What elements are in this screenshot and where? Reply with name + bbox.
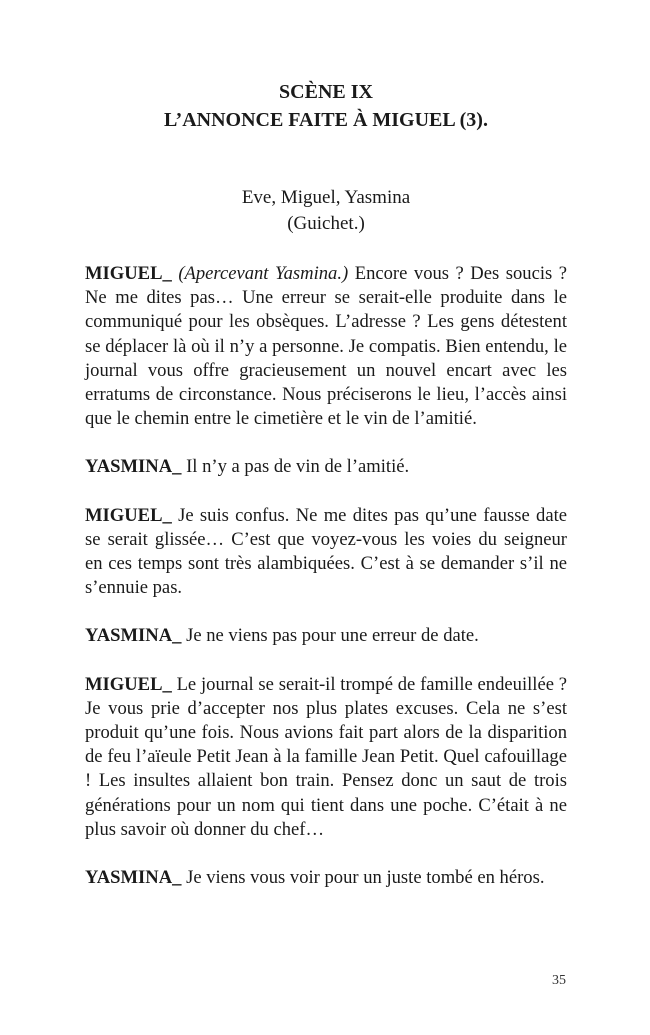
dialogue-text: Encore vous ? Des soucis ? Ne me dites pas… Une erreur se serait-elle produite dans le communiqué pour les obsèques. L’adresse ? Les gens détestent se déplacer là où il n’y a personne. Je compatis. Bien entendu, le journal vous offre gracieusement un nouvel encart avec les erratums de circonstance. Nous préciserons le lieu, l’accès ainsi que le chemin entre le cimetière et le vin de l’amitié.	[85, 263, 568, 430]
scene-number: SCÈNE IX	[279, 81, 373, 103]
dialogue-block	[85, 673, 567, 842]
book-page	[85, 78, 567, 890]
dialogue-text: Le journal se serait-il trompé de famille endeuillée ? Je vous prie d’accepter nos plus plates excuses. Cela ne s’est produit qu’une fois. Nous avions fait part alors de la disparition de feu l’aïeule Petit Jean à la famille Jean Petit. Quel cafouillage ! Les insultes allaient bon train. Pensez donc un saut de trois générations pour un nom qui tient dans une poche. C’était à ne plus savoir où donner du chef…	[85, 673, 567, 840]
dialogue-text: Je ne viens pas pour une erreur de date.	[181, 625, 479, 647]
scene-title: L’ANNONCE FAITE À MIGUEL (3).	[164, 109, 488, 131]
dialogue-text: Je suis confus. Ne me dites pas qu’une fausse date se serait glissée… C’est que voyez-vous les voies du seigneur en ces temps sont très alambiquées. C’est à se demander s’il ne s’ennuie pas.	[85, 504, 567, 599]
speaker-name: MIGUEL_	[85, 673, 172, 695]
cast-characters: Eve, Miguel, Yasmina	[241, 187, 411, 208]
cast-list	[85, 185, 567, 237]
dialogue-block	[85, 262, 567, 431]
dialogue-block	[85, 624, 567, 648]
dialogue-block	[85, 866, 567, 890]
speaker-name: MIGUEL_	[85, 504, 172, 526]
page-number: 35	[552, 973, 566, 988]
speaker-name: MIGUEL_	[85, 263, 172, 284]
speaker-name: YASMINA_	[85, 625, 182, 647]
speaker-name: YASMINA_	[85, 456, 182, 478]
dialogue-text: Il n’y a pas de vin de l’amitié.	[181, 456, 410, 478]
dialogue-block	[85, 504, 567, 601]
dialogue-block	[85, 455, 567, 479]
stage-direction: (Apercevant Yasmina.)	[178, 263, 349, 284]
scene-header	[85, 78, 567, 134]
speaker-name: YASMINA_	[85, 867, 182, 889]
cast-setting: (Guichet.)	[287, 213, 365, 234]
dialogue-text: Je viens vous voir pour un juste tombé en héros.	[181, 867, 545, 889]
